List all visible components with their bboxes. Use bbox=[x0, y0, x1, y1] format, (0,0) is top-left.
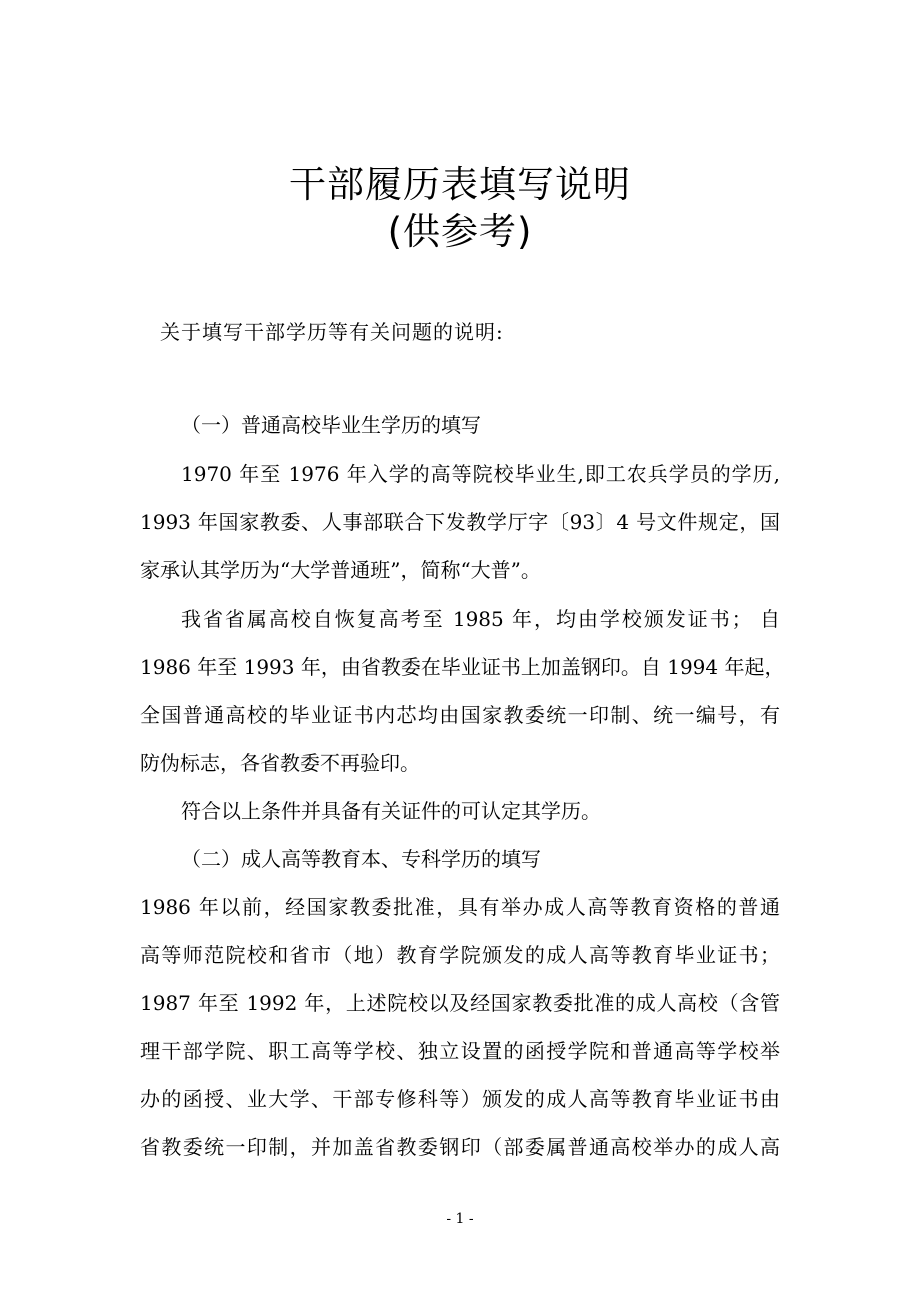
paragraph-line: 防伪标志，各省教委不再验印。 bbox=[140, 751, 420, 775]
intro-paragraph: 关于填写干部学历等有关问题的说明: bbox=[160, 320, 504, 344]
paragraph-line: 我省省属高校自恢复高考至 1985 年，均由学校颁发证书； 自 bbox=[181, 607, 780, 631]
paragraph-line: 1986 年至 1993 年，由省教委在毕业证书上加盖钢印。自 1994 年起， bbox=[140, 655, 785, 679]
paragraph-line: 办的函授、业大学、干部专修科等）颁发的成人高等教育毕业证书由 bbox=[140, 1087, 780, 1111]
document-subtitle: (供参考) bbox=[387, 210, 533, 253]
paragraph-line: 家承认其学历为“大学普通班”，简称“大普”。 bbox=[140, 558, 541, 582]
paragraph-line: 理干部学院、职工高等学校、独立设置的函授学院和普通高等学校举 bbox=[140, 1039, 780, 1063]
paragraph-line: 高等师范院校和省市（地）教育学院颁发的成人高等教育毕业证书； bbox=[140, 943, 780, 967]
section-heading-2: （二）成人高等教育本、专科学历的填写 bbox=[181, 847, 541, 871]
paragraph-line: 省教委统一印制，并加盖省教委钢印（部委属普通高校举办的成人高 bbox=[140, 1135, 780, 1159]
paragraph-line: 1987 年至 1992 年，上述院校以及经国家教委批准的成人高校（含管 bbox=[140, 991, 780, 1015]
document-title: 干部履历表填写说明 bbox=[289, 163, 631, 206]
paragraph-line: 符合以上条件并具备有关证件的可认定其学历。 bbox=[181, 799, 601, 823]
paragraph-line: 1993 年国家教委、人事部联合下发教学厅字〔93〕4 号文件规定，国 bbox=[140, 510, 780, 534]
section-heading-1: （一）普通高校毕业生学历的填写 bbox=[181, 413, 481, 437]
paragraph-line: 1986 年以前，经国家教委批准，具有举办成人高等教育资格的普通 bbox=[140, 895, 780, 919]
paragraph-line: 1970 年至 1976 年入学的高等院校毕业生,即工农兵学员的学历, bbox=[181, 462, 780, 486]
page-number: - 1 - bbox=[446, 1211, 474, 1227]
paragraph-line: 全国普通高校的毕业证书内芯均由国家教委统一印制、统一编号，有 bbox=[140, 703, 780, 727]
